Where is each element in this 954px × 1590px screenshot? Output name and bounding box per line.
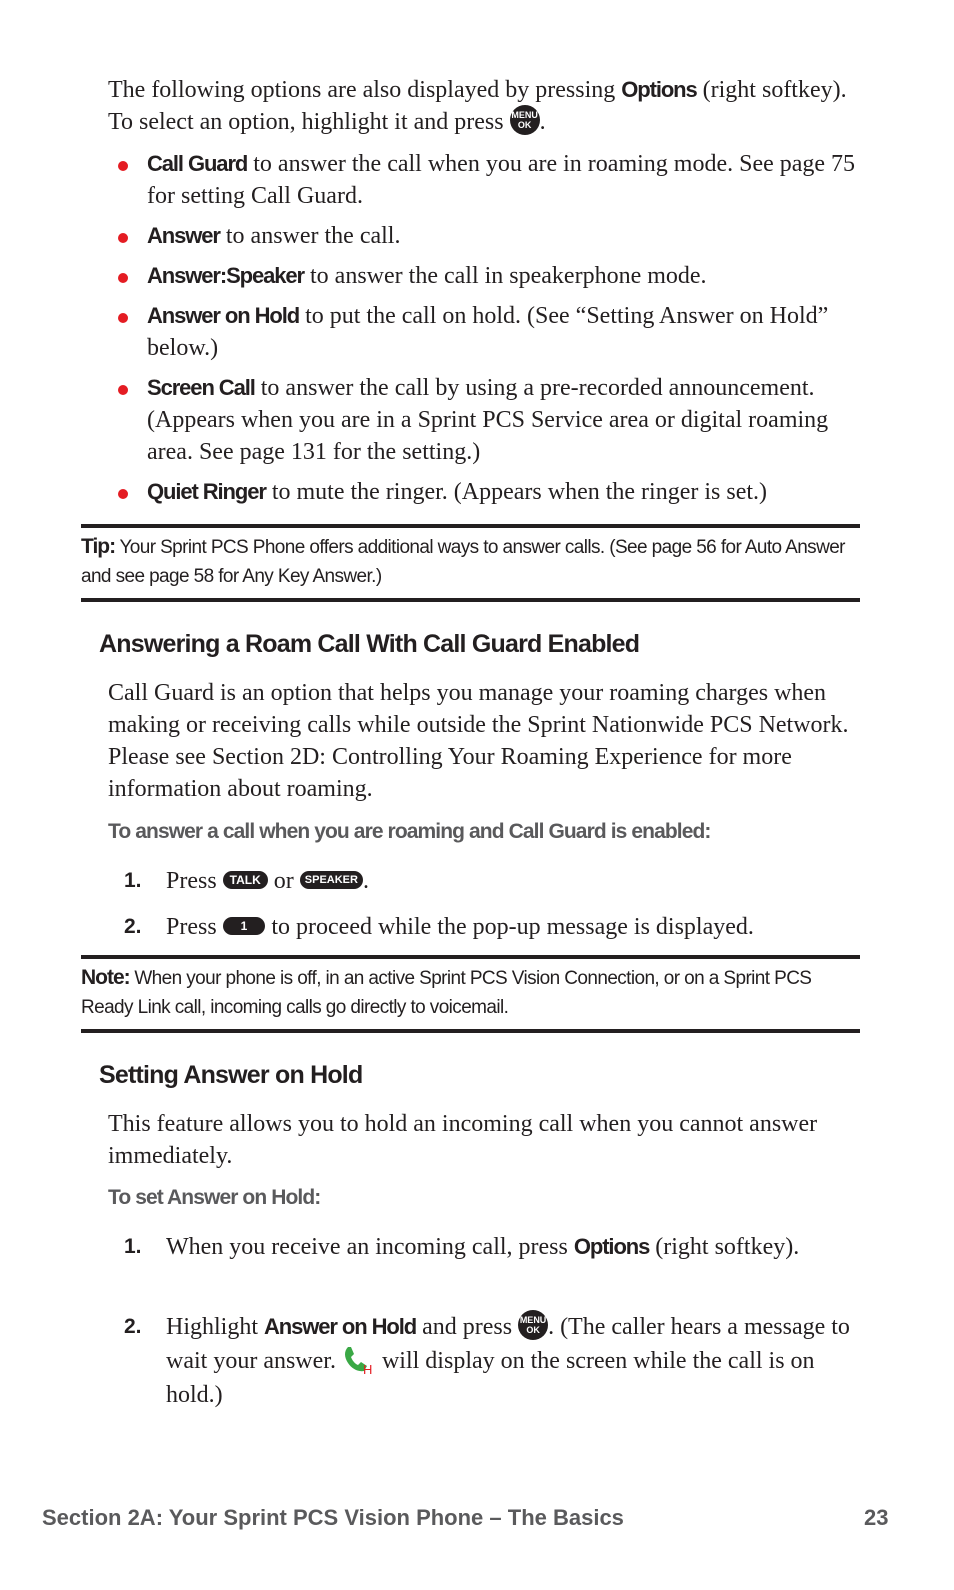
option-description: to mute the ringer. (Appears when the ringer is set.) (265, 479, 767, 505)
step-number: 2. (124, 1315, 142, 1338)
list-item (108, 148, 868, 212)
roam-call-subheading: To answer a call when you are roaming and Call Guard is enabled: (108, 820, 711, 843)
option-term: Answer:Speaker (147, 263, 305, 288)
one-key-icon: 1 (223, 917, 266, 935)
option-description: to answer the call by using a pre-recorded announcement. (Appears when you are in a Sprint PCS Service area or digital roaming area. See page 131 for the setting.) (147, 375, 829, 465)
step-text: Press (166, 914, 223, 940)
bullet-icon (118, 385, 128, 395)
answer-on-hold-subheading: To set Answer on Hold: (108, 1186, 321, 1209)
step-text: Highlight (166, 1314, 265, 1340)
step-text: will display on the screen while the call is on hold.) (166, 1348, 815, 1409)
hold-step-2 (108, 1310, 868, 1412)
step-text: When you receive an incoming call, press (166, 1234, 574, 1260)
note-box (81, 955, 860, 1033)
step-number: 1. (124, 1235, 142, 1258)
list-item (108, 260, 868, 292)
menu-ok-key-icon: MENU OK (518, 1310, 548, 1340)
hold-step-1 (108, 1230, 868, 1264)
note-label: Note: (81, 966, 130, 989)
list-item (108, 300, 868, 364)
option-description: to put the call on hold. (See “Setting Answer on Hold” below.) (147, 303, 829, 361)
bullet-icon (118, 273, 128, 283)
menu-ok-key-icon: MENU OK (510, 105, 540, 135)
tip-text: Your Sprint PCS Phone offers additional ways to answer calls. (See page 56 for Auto Answer and see page 58 for Any Key Answer.) (81, 537, 845, 587)
list-item (108, 476, 868, 508)
option-description: to answer the call when you are in roaming mode. See page 75 for setting Call Guard. (147, 151, 856, 209)
intro-text-3: . (539, 109, 546, 135)
step-text: or (267, 868, 300, 894)
roam-call-paragraph: Call Guard is an option that helps you manage your roaming charges when making or receiving calls while outside the Sprint Nationwide PCS Network. Please see Section 2D: Controlling Your Roaming Experience for more information about roaming. (108, 680, 849, 802)
call-on-hold-icon (342, 1343, 376, 1375)
step-text: . (The caller hears a message to wait your answer. (166, 1314, 850, 1374)
step-text: to proceed while the pop-up message is displayed. (265, 914, 754, 940)
option-term: Quiet Ringer (147, 479, 266, 504)
answer-options-list (108, 148, 868, 516)
tip-box (81, 524, 860, 602)
intro-text-1: The following options are also displayed by pressing (108, 77, 622, 103)
option-term: Answer on Hold (147, 303, 300, 328)
note-text: When your phone is off, in an active Sprint PCS Vision Connection, or on a Sprint PCS Ready Link call, incoming calls go directly to voicemail. (81, 968, 812, 1018)
bullet-icon (118, 313, 128, 323)
answer-on-hold-heading: Setting Answer on Hold (99, 1061, 363, 1089)
option-description: to answer the call. (219, 223, 401, 249)
step-text: and press (416, 1314, 519, 1340)
option-term: Call Guard (147, 151, 248, 176)
step-number: 2. (124, 915, 142, 938)
bullet-icon (118, 161, 128, 171)
answer-on-hold-paragraph: This feature allows you to hold an incoming call when you cannot answer immediately. (108, 1111, 818, 1169)
bullet-icon (118, 233, 128, 243)
step-text: Press (166, 868, 223, 894)
footer-section-title: Section 2A: Your Sprint PCS Vision Phone – The Basics (42, 1505, 624, 1530)
intro-text-2: (right softkey). To select an option, highlight it and press (108, 77, 847, 135)
bullet-icon (118, 489, 128, 499)
answer-on-hold-term: Answer on Hold (264, 1314, 417, 1339)
step-text: . (362, 868, 369, 894)
talk-key-icon: TALK (223, 871, 268, 889)
footer-page-number: 23 (864, 1505, 889, 1530)
step-text: (right softkey). (649, 1234, 800, 1260)
svg-text:H: H (362, 1362, 373, 1376)
option-description: to answer the call in speakerphone mode. (304, 263, 707, 289)
step-number: 1. (124, 869, 142, 892)
list-item (108, 220, 868, 252)
option-term: Answer (147, 223, 220, 248)
roam-call-heading: Answering a Roam Call With Call Guard Enabled (99, 630, 640, 658)
options-term: Options (573, 1234, 650, 1259)
roam-step-2 (108, 910, 868, 944)
list-item (108, 372, 868, 468)
tip-label: Tip: (81, 535, 116, 558)
options-term: Options (621, 77, 697, 102)
intro-paragraph (108, 74, 868, 138)
speaker-key-icon: SPEAKER (300, 871, 363, 889)
option-term: Screen Call (147, 375, 255, 400)
roam-step-1 (108, 864, 868, 898)
